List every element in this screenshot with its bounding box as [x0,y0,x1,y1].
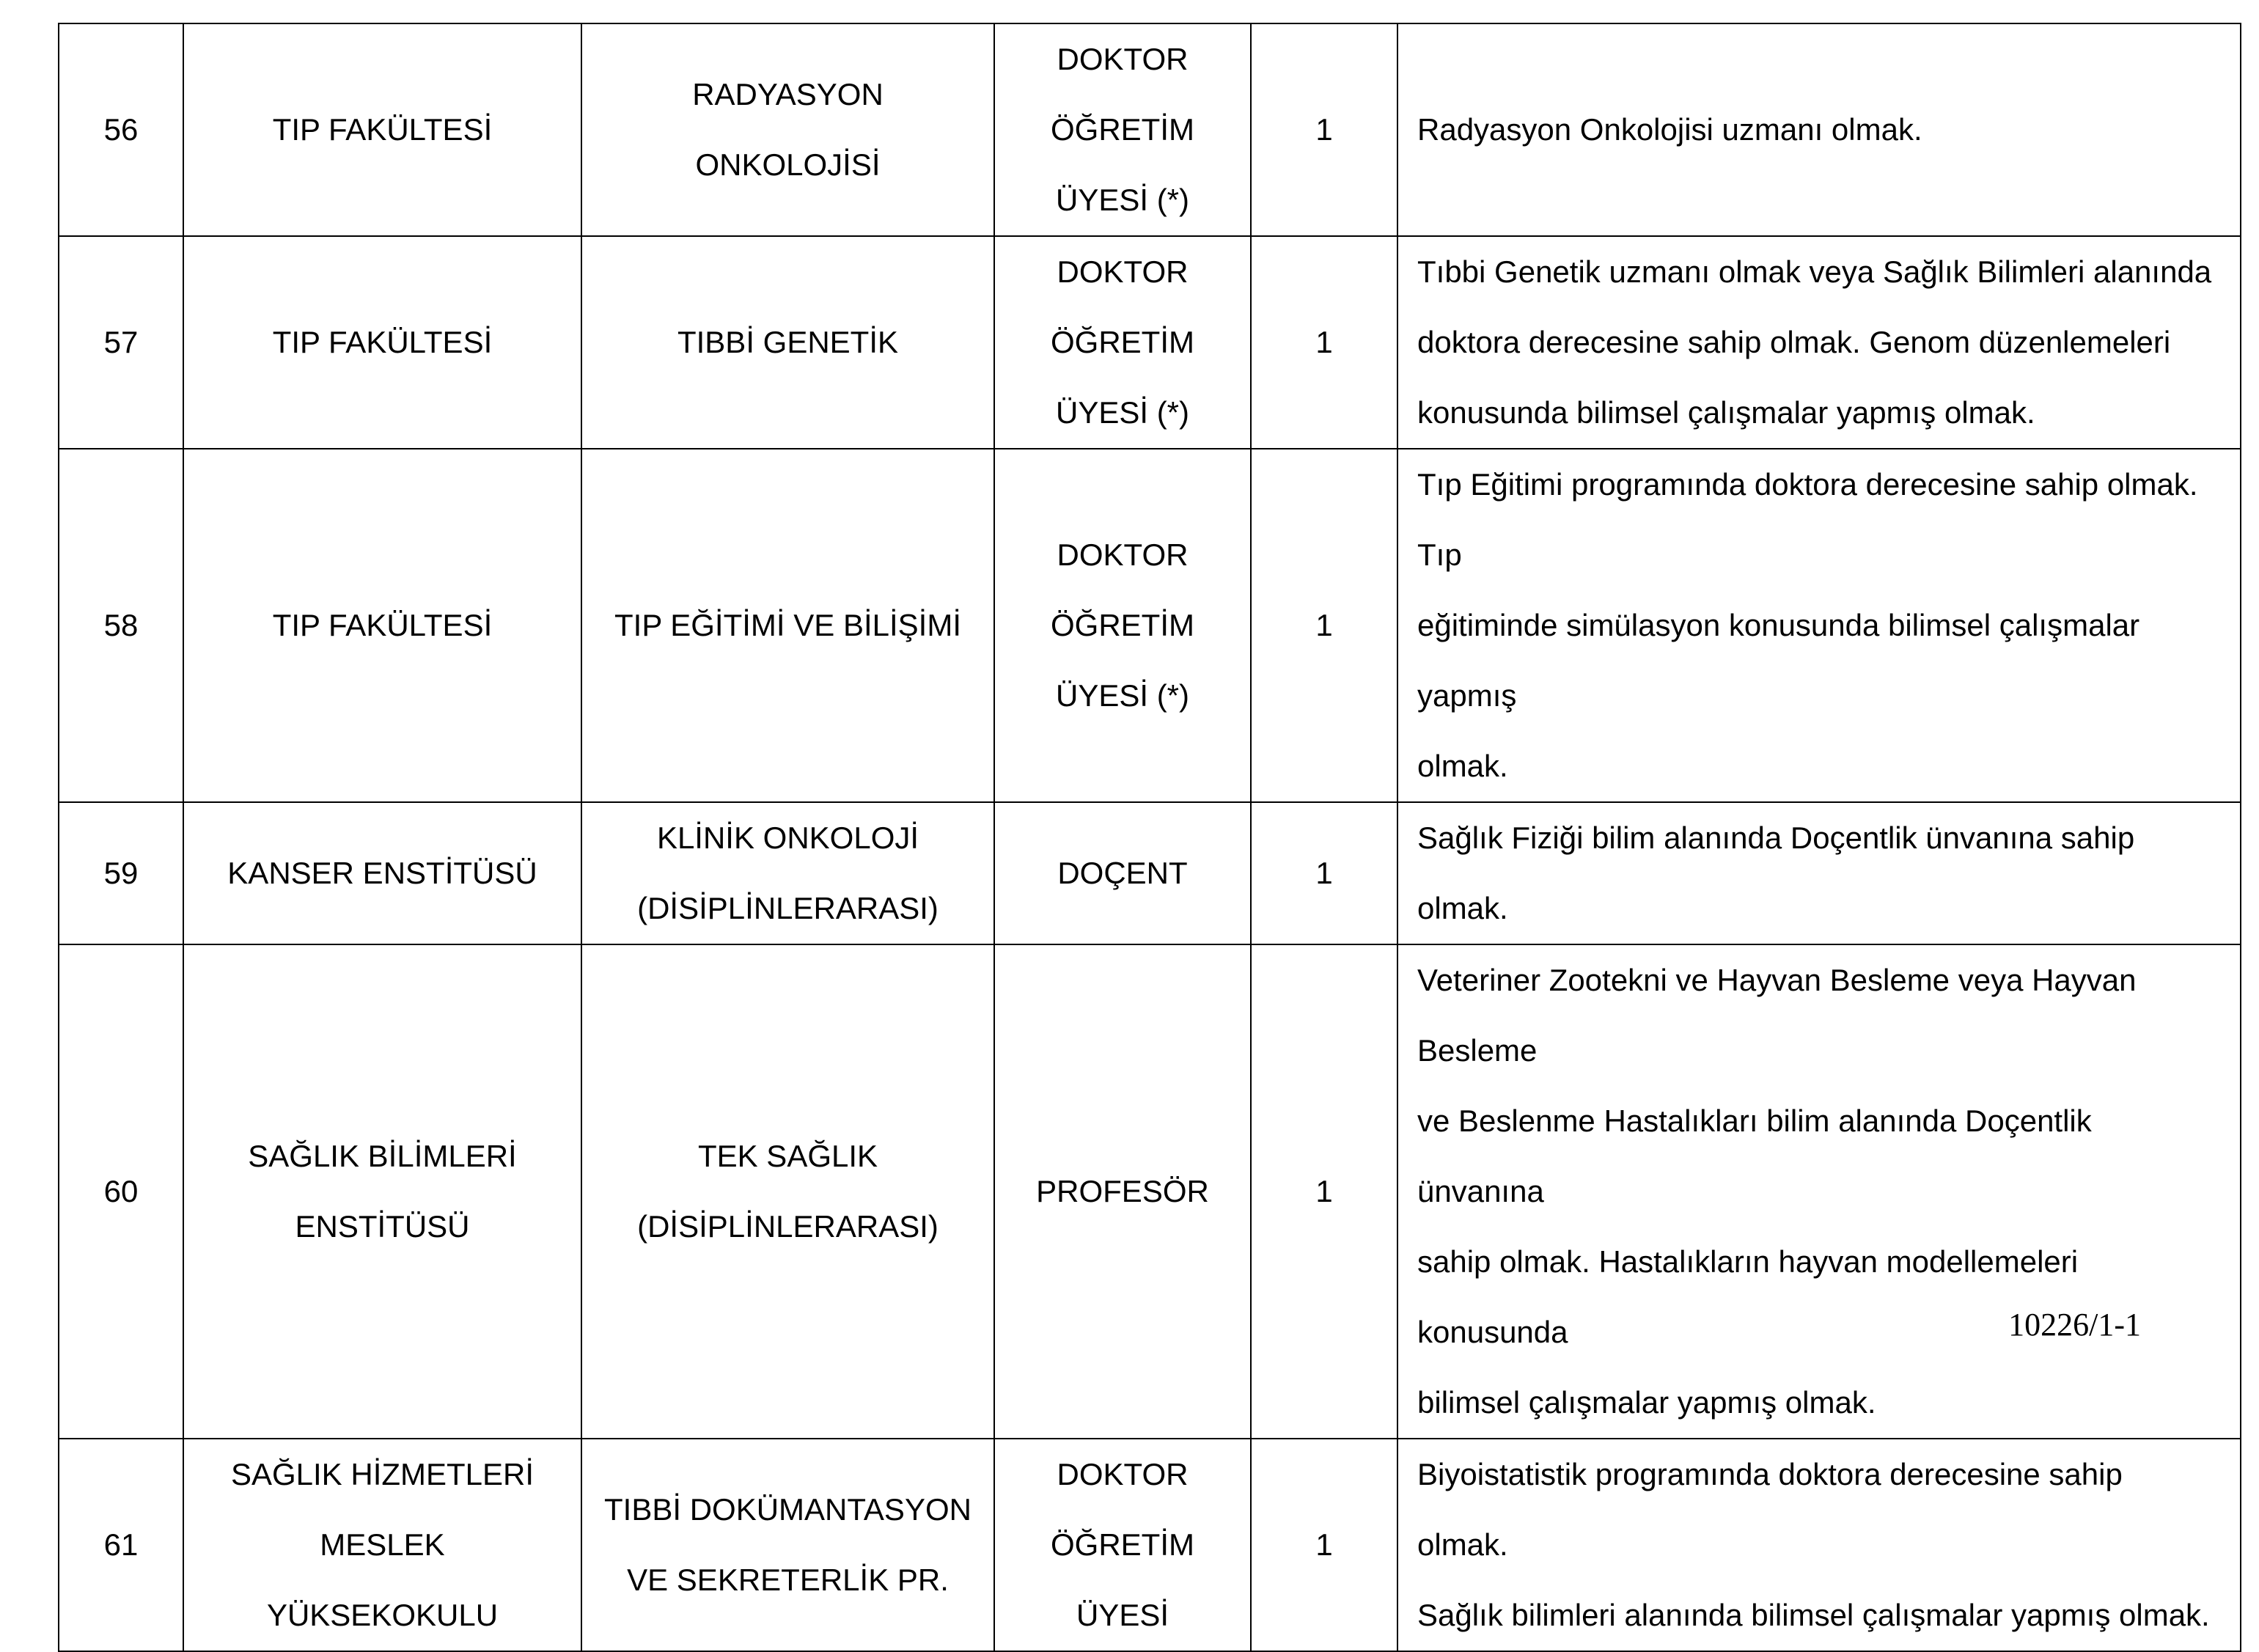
title-cell: DOKTOR ÖĞRETİM ÜYESİ [994,1439,1251,1651]
count-cell: 1 [1251,236,1397,449]
requirements-cell: Radyasyon Onkolojisi uzmanı olmak. [1397,23,2241,236]
department-cell: TIBBİ GENETİK [581,236,994,449]
title-cell: DOKTOR ÖĞRETİM ÜYESİ (*) [994,449,1251,802]
unit-cell: SAĞLIK BİLİMLERİ ENSTİTÜSÜ [183,944,581,1439]
department-cell: TIP EĞİTİMİ VE BİLİŞİMİ [581,449,994,802]
department-cell: TIBBİ DOKÜMANTASYON VE SEKRETERLİK PR. [581,1439,994,1651]
unit-cell: TIP FAKÜLTESİ [183,449,581,802]
table-row [59,236,2241,449]
department-cell: TEK SAĞLIK (DİSİPLİNLERARASI) [581,944,994,1439]
document-code: 10226/1-1 [2008,1307,2141,1343]
row-number: 58 [59,449,183,802]
table-row [59,944,2241,1439]
title-cell: DOKTOR ÖĞRETİM ÜYESİ (*) [994,23,1251,236]
unit-cell: SAĞLIK HİZMETLERİ MESLEK YÜKSEKOKULU [183,1439,581,1651]
table-row [59,1439,2241,1651]
department-cell: RADYASYON ONKOLOJİSİ [581,23,994,236]
count-cell: 1 [1251,1439,1397,1651]
count-cell: 1 [1251,802,1397,944]
department-cell: KLİNİK ONKOLOJİ (DİSİPLİNLERARASI) [581,802,994,944]
requirements-cell: Tıp Eğitimi programında doktora derecesine sahip olmak. Tıp eğitiminde simülasyon konusunda bilimsel çalışmalar yapmış olmak. [1397,449,2241,802]
requirements-cell: Veteriner Zootekni ve Hayvan Besleme veya Hayvan Besleme ve Beslenme Hastalıkları bilim alanında Doçentlik ünvanına sahip olmak. Hastalıkların hayvan modellemeleri konusunda bilimsel çalışmalar yapmış olmak. [1397,944,2241,1439]
requirements-cell: Biyoistatistik programında doktora derecesine sahip olmak. Sağlık bilimleri alanında bilimsel çalışmalar yapmış olmak. [1397,1439,2241,1651]
row-number: 60 [59,944,183,1439]
row-number: 56 [59,23,183,236]
title-cell: PROFESÖR [994,944,1251,1439]
unit-cell: TIP FAKÜLTESİ [183,23,581,236]
row-number: 59 [59,802,183,944]
title-cell: DOÇENT [994,802,1251,944]
title-cell: DOKTOR ÖĞRETİM ÜYESİ (*) [994,236,1251,449]
table-row [59,802,2241,944]
row-number: 57 [59,236,183,449]
table-row [59,449,2241,802]
row-number: 61 [59,1439,183,1651]
unit-cell: TIP FAKÜLTESİ [183,236,581,449]
requirements-cell: Sağlık Fiziği bilim alanında Doçentlik ünvanına sahip olmak. [1397,802,2241,944]
requirements-cell: Tıbbi Genetik uzmanı olmak veya Sağlık Bilimleri alanında doktora derecesine sahip olmak. Genom düzenlemeleri konusunda bilimsel çalışmalar yapmış olmak. [1397,236,2241,449]
count-cell: 1 [1251,449,1397,802]
count-cell: 1 [1251,944,1397,1439]
unit-cell: KANSER ENSTİTÜSÜ [183,802,581,944]
count-cell: 1 [1251,23,1397,236]
table-row [59,23,2241,236]
